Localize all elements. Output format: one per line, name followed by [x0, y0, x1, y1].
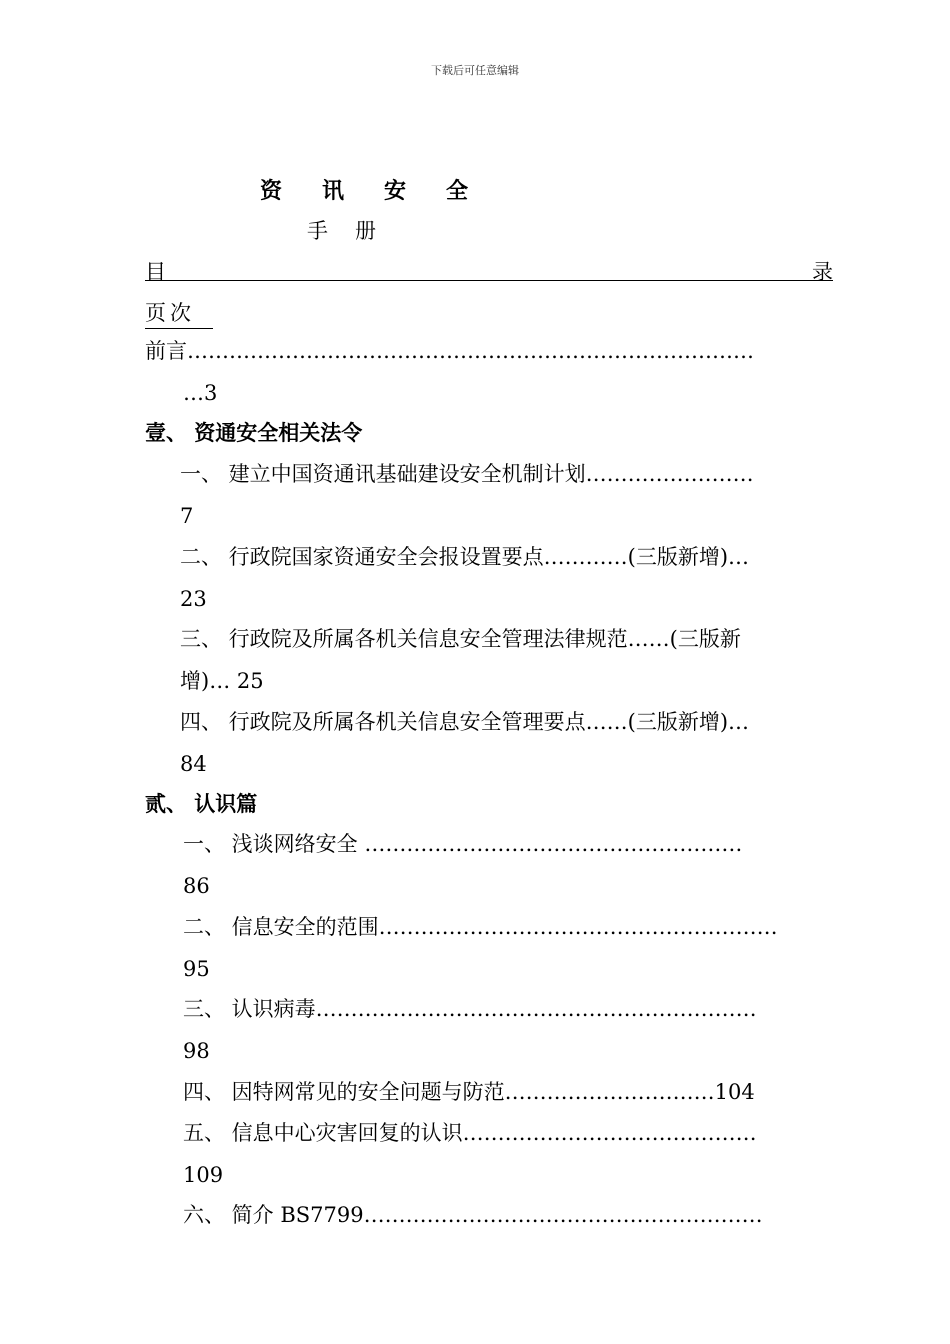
toc-entry-preface[interactable]: 前言……………………………………………………………………… [145, 339, 754, 363]
toc-entry[interactable]: 一、 浅谈网络安全 ……………………………………………… [183, 832, 743, 856]
toc-entry[interactable]: 二、 行政院国家资通安全会报设置要点…………(三版新增)… [180, 545, 750, 569]
subtitle-char: 手 [307, 219, 328, 243]
toc-entry[interactable]: 三、 行政院及所属各机关信息安全管理法律规范……(三版新 [180, 627, 741, 651]
toc-heading-right: 录 [812, 260, 833, 284]
toc-heading-left: 目 [145, 260, 166, 284]
page-column-label: 页次 [145, 297, 213, 329]
toc-heading [145, 256, 833, 284]
toc-page-number: 95 [183, 957, 210, 981]
toc-page-number: 98 [183, 1039, 210, 1063]
toc-page-number: …3 [183, 381, 218, 405]
toc-entry[interactable]: 六、 简介 BS7799………………………………………………… [183, 1203, 763, 1227]
document-subtitle [307, 215, 403, 245]
download-note: 下载后可任意编辑 [431, 64, 519, 77]
title-char: 资 [260, 178, 283, 204]
title-char: 讯 [322, 178, 345, 204]
toc-page-number: 109 [183, 1163, 224, 1187]
toc-page-number: 增)… 25 [180, 669, 264, 693]
title-char: 安 [384, 178, 407, 204]
title-char: 全 [446, 178, 469, 204]
toc-page-number: 7 [180, 504, 194, 528]
toc-page-number: 23 [180, 587, 207, 611]
toc-entry[interactable]: 五、 信息中心灾害回复的认识…………………………………… [183, 1121, 757, 1145]
document-title [260, 174, 508, 205]
toc-entry[interactable]: 四、 行政院及所属各机关信息安全管理要点……(三版新增)… [180, 710, 750, 734]
toc-page-number: 84 [180, 752, 207, 776]
toc-page-number: 86 [183, 874, 210, 898]
toc-entry[interactable]: 四、 因特网常见的安全问题与防范…………………………104 [183, 1080, 755, 1104]
subtitle-char: 册 [355, 219, 376, 243]
toc-entry[interactable]: 一、 建立中国资通讯基础建设安全机制计划…………………… [180, 462, 754, 486]
toc-section-2[interactable]: 贰、 认识篇 [145, 791, 258, 816]
toc-section-1[interactable]: 壹、 资通安全相关法令 [145, 420, 363, 445]
toc-entry[interactable]: 二、 信息安全的范围………………………………………………… [183, 915, 778, 939]
toc-entry[interactable]: 三、 认识病毒……………………………………………………… [183, 997, 757, 1021]
